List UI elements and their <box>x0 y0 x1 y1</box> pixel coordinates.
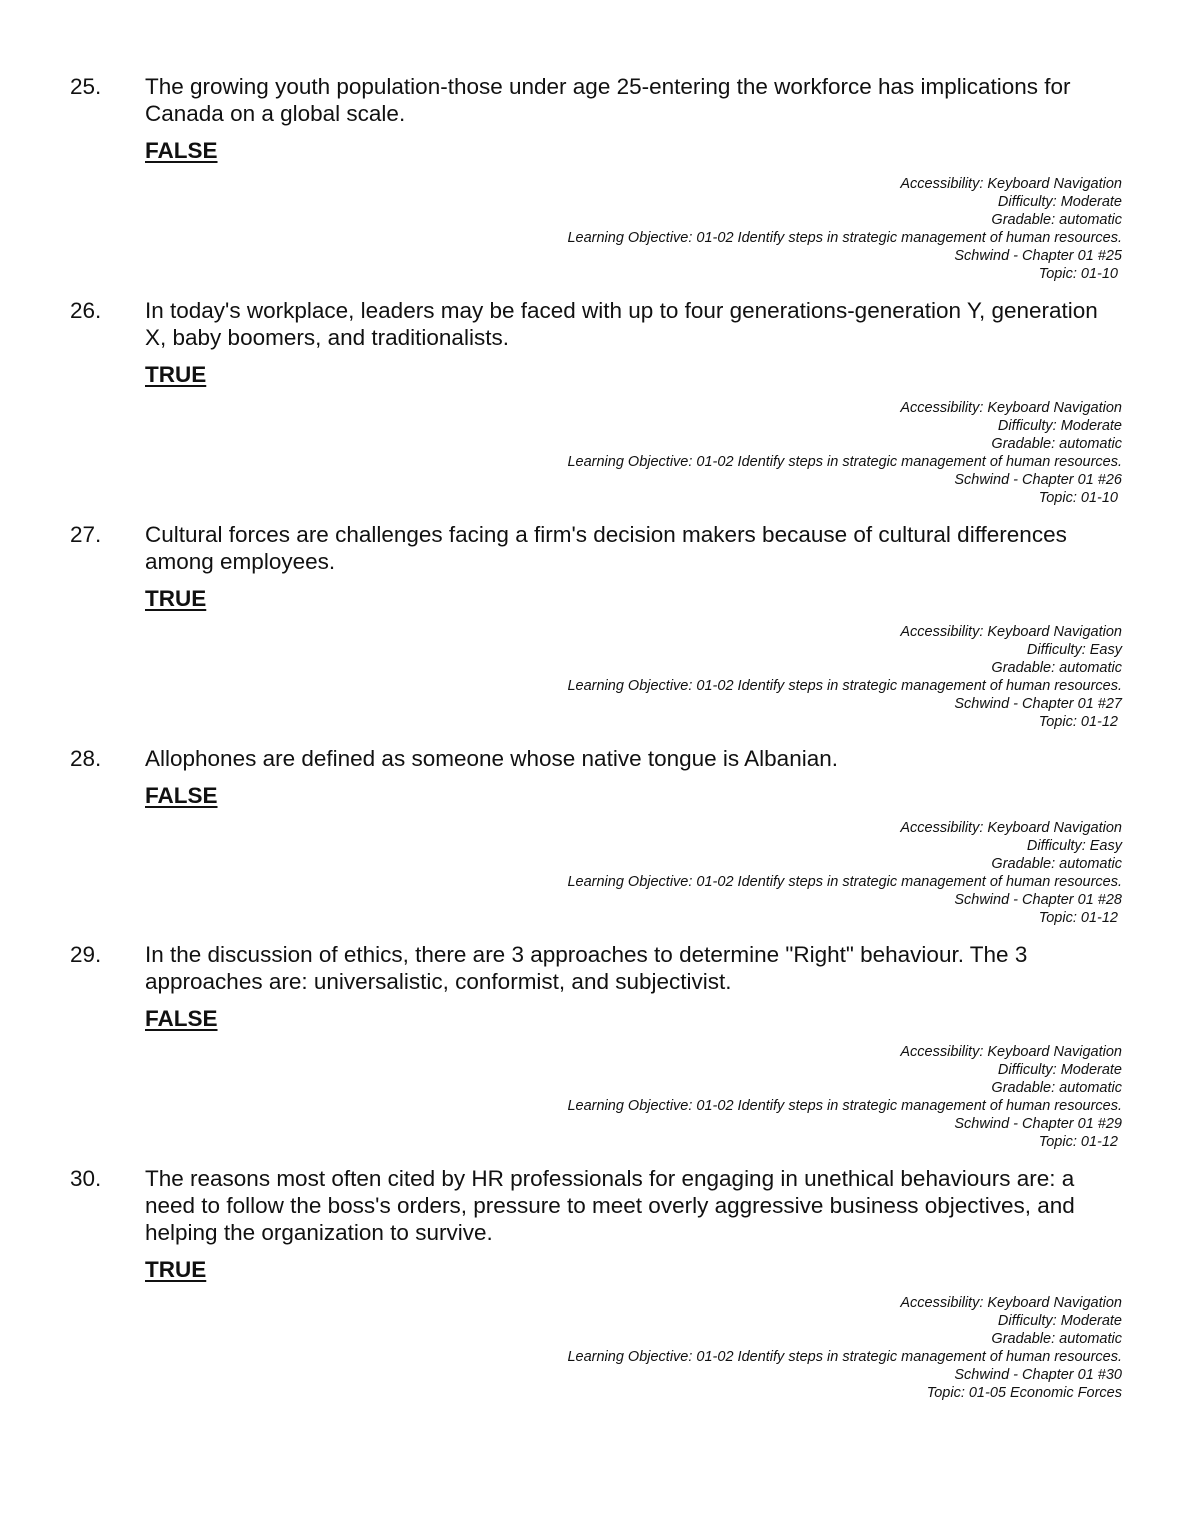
answer-label: TRUE <box>145 362 207 387</box>
question-text: The reasons most often cited by HR professionals for engaging in unethical behaviours are: a need to follow the boss's orders, pressure to meet overly aggressive business objectives, and helping the organization to survive. <box>145 1166 1075 1245</box>
question-text: In the discussion of ethics, there are 3 approaches to determine "Right" behaviour. The 3 approaches are: universalistic, conformist, and subjectivist. <box>145 942 1028 994</box>
meta-accessibility: Accessibility: Keyboard Navigation <box>900 1044 1122 1060</box>
question-text: Allophones are defined as someone whose native tongue is Albanian. <box>145 746 838 771</box>
meta-source: Schwind - Chapter 01 #28 <box>954 892 1122 908</box>
question-number: 26. <box>70 298 102 323</box>
meta-difficulty: Difficulty: Moderate <box>997 1313 1122 1329</box>
question-text: Cultural forces are challenges facing a firm's decision makers because of cultural differences among employees. <box>145 522 1067 574</box>
meta-difficulty: Difficulty: Moderate <box>997 418 1122 434</box>
meta-gradable: Gradable: automatic <box>991 1331 1122 1347</box>
meta-source: Schwind - Chapter 01 #27 <box>954 696 1122 712</box>
meta-difficulty: Difficulty: Moderate <box>997 194 1122 210</box>
meta-accessibility: Accessibility: Keyboard Navigation <box>900 400 1122 416</box>
meta-topic: Topic: 01-12 <box>1038 714 1118 730</box>
question-metadata <box>422 819 1122 927</box>
meta-gradable: Gradable: automatic <box>991 436 1122 452</box>
meta-learning-objective: Learning Objective: 01-02 Identify steps in strategic management of human resources. <box>567 1349 1122 1365</box>
question-metadata <box>422 623 1122 731</box>
answer-label: FALSE <box>145 1006 218 1031</box>
question-metadata <box>422 399 1122 507</box>
meta-source: Schwind - Chapter 01 #30 <box>954 1367 1122 1383</box>
meta-accessibility: Accessibility: Keyboard Navigation <box>900 176 1122 192</box>
meta-source: Schwind - Chapter 01 #29 <box>954 1116 1122 1132</box>
meta-learning-objective: Learning Objective: 01-02 Identify steps in strategic management of human resources. <box>567 454 1122 470</box>
meta-difficulty: Difficulty: Moderate <box>997 1062 1122 1078</box>
meta-difficulty: Difficulty: Easy <box>1026 838 1122 854</box>
meta-learning-objective: Learning Objective: 01-02 Identify steps in strategic management of human resources. <box>567 874 1122 890</box>
meta-topic: Topic: 01-10 <box>1038 266 1118 282</box>
meta-learning-objective: Learning Objective: 01-02 Identify steps in strategic management of human resources. <box>567 678 1122 694</box>
meta-topic: Topic: 01-05 Economic Forces <box>926 1385 1122 1401</box>
question-number: 30. <box>70 1166 102 1191</box>
meta-accessibility: Accessibility: Keyboard Navigation <box>900 624 1122 640</box>
question-number: 25. <box>70 74 102 99</box>
meta-source: Schwind - Chapter 01 #26 <box>954 472 1122 488</box>
question-metadata <box>422 1043 1122 1151</box>
meta-accessibility: Accessibility: Keyboard Navigation <box>900 820 1122 836</box>
meta-gradable: Gradable: automatic <box>991 1080 1122 1096</box>
question-text: The growing youth population-those under age 25-entering the workforce has implications for Canada on a global scale. <box>145 74 1071 126</box>
answer-label: TRUE <box>145 1257 207 1282</box>
answer-label: TRUE <box>145 586 207 611</box>
question-text: In today's workplace, leaders may be faced with up to four generations-generation Y, generation X, baby boomers, and traditionalists. <box>145 298 1098 350</box>
answer-label: FALSE <box>145 138 218 163</box>
meta-gradable: Gradable: automatic <box>991 660 1122 676</box>
question-number: 29. <box>70 942 102 967</box>
meta-learning-objective: Learning Objective: 01-02 Identify steps in strategic management of human resources. <box>567 1098 1122 1114</box>
meta-gradable: Gradable: automatic <box>991 856 1122 872</box>
question-number: 28. <box>70 746 102 771</box>
answer-label: FALSE <box>145 783 218 808</box>
meta-source: Schwind - Chapter 01 #25 <box>954 248 1122 264</box>
meta-learning-objective: Learning Objective: 01-02 Identify steps in strategic management of human resources. <box>567 230 1122 246</box>
meta-topic: Topic: 01-12 <box>1038 1134 1118 1150</box>
meta-topic: Topic: 01-10 <box>1038 490 1118 506</box>
question-number: 27. <box>70 522 102 547</box>
meta-gradable: Gradable: automatic <box>991 212 1122 228</box>
question-metadata <box>422 175 1122 283</box>
meta-accessibility: Accessibility: Keyboard Navigation <box>900 1295 1122 1311</box>
meta-topic: Topic: 01-12 <box>1038 910 1118 926</box>
meta-difficulty: Difficulty: Easy <box>1026 642 1122 658</box>
question-metadata <box>422 1294 1122 1402</box>
